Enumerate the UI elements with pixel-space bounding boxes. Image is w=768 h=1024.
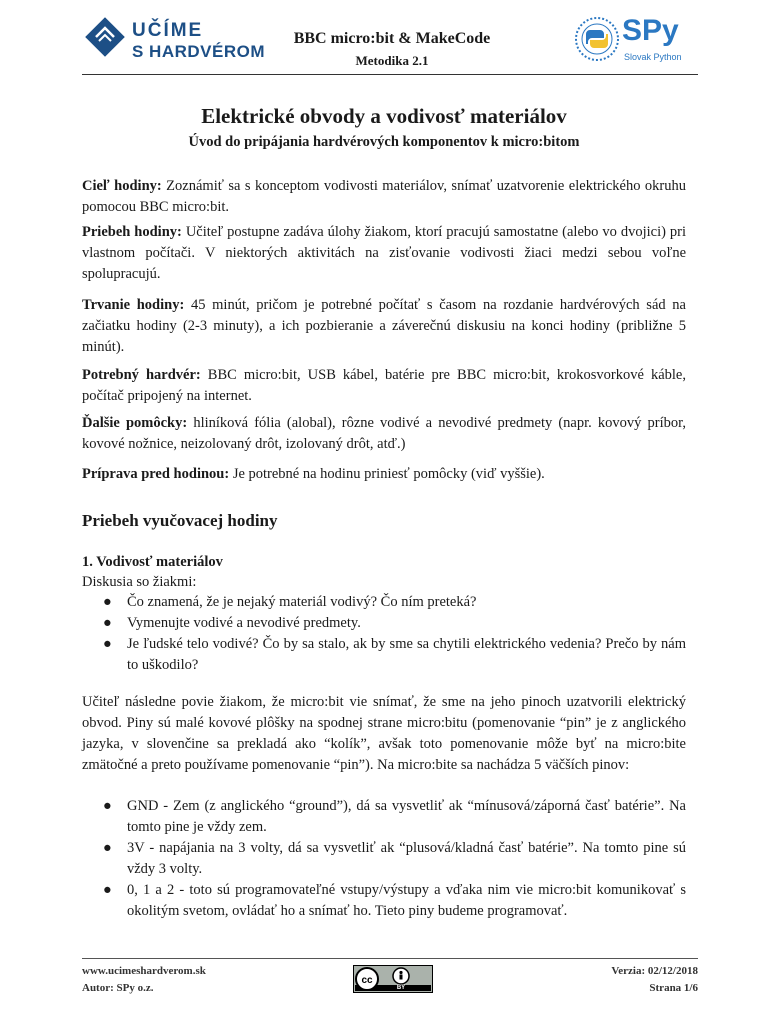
discussion-list: [103, 592, 686, 676]
section-heading: Priebeh vyučovacej hodiny: [82, 511, 278, 530]
field-text: Zoznámiť sa s konceptom vodivosti materiálov, snímať uzatvorenie elektrického okruhu pomocou BBC micro:bit.: [82, 178, 686, 215]
cc-by-license-badge: [353, 965, 433, 993]
cc-badge-label: BY: [396, 985, 406, 991]
field-preparation: [82, 464, 686, 485]
bullet-icon: ●: [103, 594, 112, 610]
footer-author: Autor: SPy o.z.: [82, 982, 154, 994]
list-item: [103, 880, 686, 922]
list-item: [103, 613, 686, 634]
spy-logo: [574, 12, 698, 74]
field-tools: [82, 413, 686, 455]
field-label: Ďalšie pomôcky:: [82, 415, 188, 431]
python-snake-icon: [574, 16, 620, 62]
bullet-icon: ●: [103, 798, 112, 814]
list-item-text: 3V - napájania na 3 volty, dá sa vysvetliť ak “plusová/kladná časť batérie”. Na tomto pine sú vždy 3 volty.: [127, 840, 686, 877]
spy-logo-text: SPy: [622, 14, 679, 47]
field-label: Priebeh hodiny:: [82, 224, 182, 240]
bullet-icon: ●: [103, 840, 112, 856]
field-text: hliníková fólia (alobal), rôzne vodivé a nevodivé predmety (napr. kovový príbor, kovové nožnice, neizolovaný drôt, izolovaný drôt, atď.): [82, 415, 686, 452]
field-label: Potrebný hardvér:: [82, 367, 201, 383]
pin-list: [103, 796, 686, 922]
field-label: Cieľ hodiny:: [82, 178, 162, 194]
ucime-s-hardverom-logo: [82, 14, 266, 70]
header-divider: [82, 74, 698, 75]
bullet-icon: ●: [103, 882, 112, 898]
list-item: [103, 592, 686, 613]
footer-divider: [82, 958, 698, 959]
list-item-text: GND - Zem (z anglického “ground”), dá sa vysvetliť ak “mínusová/záporná časť batérie”. Na tomto pine je vždy zem.: [127, 798, 686, 835]
subsection-heading: 1. Vodivosť materiálov: [82, 554, 223, 570]
bullet-icon: ●: [103, 615, 112, 631]
footer-page-number: Strana 1/6: [649, 982, 698, 994]
explanation-paragraph: Učiteľ následne povie žiakom, že micro:bit vie snímať, že sme na jeho pinoch uzatvorili elektrický obvod. Piny sú malé kovové plôšky na spodnej strane micro:bitu (pomenovanie “pin” je z anglického jazyka, v slovenčine sa prekladá ako “kolík”, avšak toto pomenovanie môže byť na micro:bite zmätočné a preto používame pomenovanie “pin”). Na micro:bite sa nachádza 5 väčších pinov:: [82, 694, 686, 773]
list-item-text: Čo znamená, že je nejaký materiál vodivý? Čo ním preteká?: [127, 594, 477, 610]
logo-left-line2: S HARDVÉROM: [132, 42, 266, 61]
logo-left-line1: UČÍME: [132, 20, 204, 41]
footer-website[interactable]: www.ucimeshardverom.sk: [82, 965, 206, 977]
field-goal: [82, 176, 686, 218]
document-title: Elektrické obvody a vodivosť materiálov: [201, 104, 567, 128]
list-item: [103, 796, 686, 838]
field-duration: [82, 295, 686, 358]
list-item: [103, 838, 686, 880]
header-title: BBC micro:bit & MakeCode: [293, 30, 491, 47]
spy-logo-subtext: Slovak Python: [624, 52, 682, 62]
field-progress: [82, 222, 686, 285]
bullet-icon: ●: [103, 636, 112, 652]
header-subtitle: Metodika 2.1: [355, 53, 429, 68]
field-text: BBC micro:bit, USB kábel, batérie pre BBC micro:bit, krokosvorkové káble, počítač pripojený na internet.: [82, 367, 686, 404]
list-item-text: Je ľudské telo vodivé? Čo by sa stalo, ak by sme sa chytili elektrického vedenia? Prečo by nám to uškodilo?: [127, 636, 686, 673]
list-item-text: Vymenujte vodivé a nevodivé predmety.: [127, 615, 361, 631]
field-text: Je potrebné na hodinu priniesť pomôcky (viď vyššie).: [229, 466, 545, 482]
field-label: Trvanie hodiny:: [82, 297, 185, 313]
page-header: [82, 12, 698, 74]
discussion-intro: Diskusia so žiakmi:: [82, 574, 197, 590]
field-text: 45 minút, pričom je potrebné počítať s časom na rozdanie hardvérových sád na začiatku hodiny (2-3 minuty), a ich pozbieranie a záverečnú diskusiu na konci hodiny (približne 5 minút).: [82, 297, 686, 355]
svg-text:cc: cc: [361, 975, 373, 986]
document-subtitle: Úvod do pripájania hardvérových komponentov k micro:bitom: [188, 134, 580, 150]
list-item: [103, 634, 686, 676]
field-hardware: [82, 365, 686, 407]
chip-icon: [82, 14, 128, 60]
field-text: Učiteľ postupne zadáva úlohy žiakom, ktorí pracujú samostatne (alebo vo dvojici) pri vlastnom počítači. V niektorých aktivitách na zisťovanie vodivosti žiaci medzi sebou voľne spolupracujú.: [82, 224, 687, 282]
field-label: Príprava pred hodinou:: [82, 466, 230, 482]
footer-version: Verzia: 02/12/2018: [611, 965, 698, 977]
list-item-text: 0, 1 a 2 - toto sú programovateľné vstupy/výstupy a vďaka nim vie micro:bit komunikovať s okolitým svetom, ovládať ho a snímať ho. Tieto piny budeme programovať.: [127, 882, 686, 919]
